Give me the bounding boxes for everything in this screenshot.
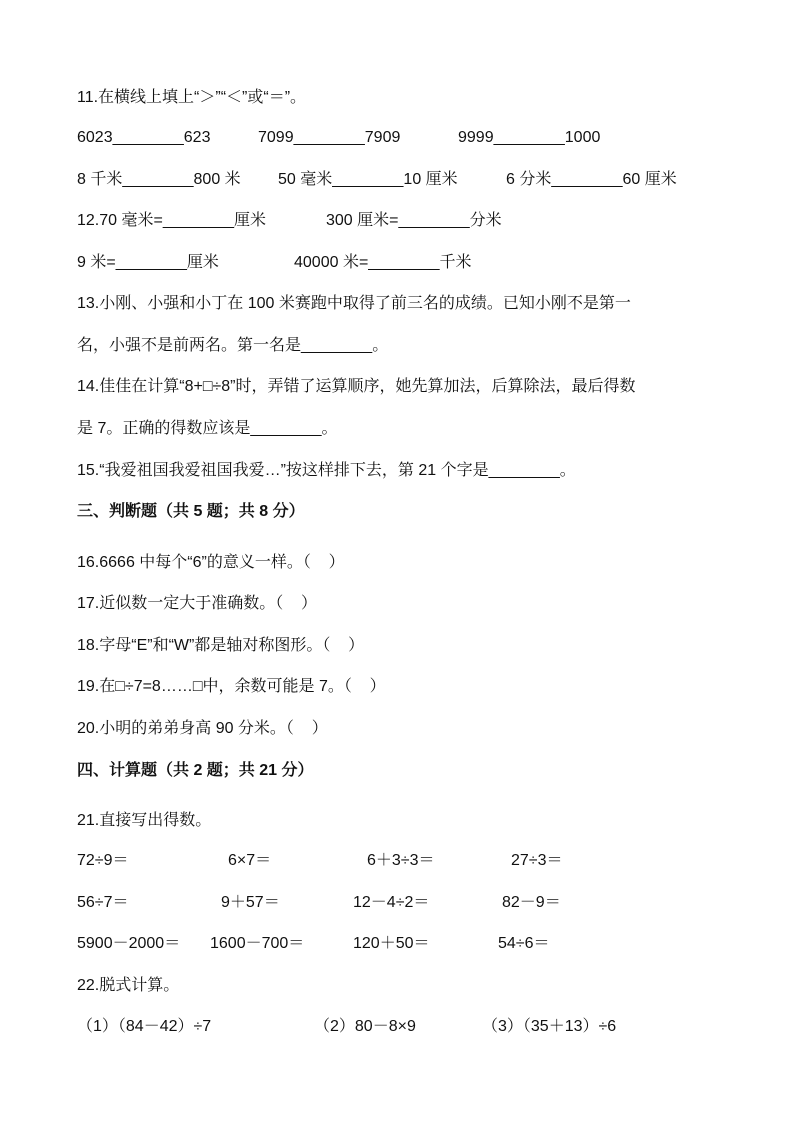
calc-item: 1600－700＝ [210, 935, 305, 952]
calc-item: 6×7＝ [228, 852, 272, 869]
judgment-item: 19.在□÷7=8……□中，余数可能是 7。（ ） [77, 678, 386, 695]
calc-item: 72÷9＝ [77, 852, 129, 869]
calc-item: 5900－2000＝ [77, 935, 181, 952]
calc-item: 12－4÷2＝ [353, 894, 430, 911]
question-11-title: 11.在横线上填上“＞”“＜”或“＝”。 [77, 89, 307, 106]
step-calc-item: （2）80－8×9 [314, 1018, 416, 1035]
question-13-line: 13.小刚、小强和小丁在 100 米赛跑中取得了前三名的成绩。已知小刚不是第一 [77, 295, 631, 312]
calc-item: 54÷6＝ [498, 935, 550, 952]
q11-item: 50 毫米________10 厘米 [278, 171, 458, 188]
q11-item: 6 分米________60 厘米 [506, 171, 677, 188]
judgment-item: 20.小明的弟弟身高 90 分米。（ ） [77, 720, 328, 737]
judgment-item: 17.近似数一定大于准确数。（ ） [77, 595, 318, 612]
q12-item: 40000 米=________千米 [294, 254, 472, 271]
step-calc-item: （3）（35＋13）÷6 [482, 1018, 617, 1035]
q11-item: 8 千米________800 米 [77, 171, 241, 188]
question-13-line: 名，小强不是前两名。第一名是________。 [77, 337, 389, 354]
q11-item: 7099________7909 [258, 129, 401, 146]
q11-item: 6023________623 [77, 129, 211, 146]
judgment-item: 18.字母“E”和“W”都是轴对称图形。（ ） [77, 637, 365, 654]
step-calc-item: （1）（84－42）÷7 [77, 1018, 212, 1035]
question-14-line: 是 7。正确的得数应该是________。 [77, 420, 338, 437]
judgment-item: 16.6666 中每个“6”的意义一样。（ ） [77, 554, 345, 571]
question-14-line: 14.佳佳在计算“8+□÷8”时，弄错了运算顺序，她先算加法，后算除法，最后得数 [77, 378, 636, 395]
q12-item: 9 米=________厘米 [77, 254, 219, 271]
calc-item: 6＋3÷3＝ [367, 852, 435, 869]
q12-item: 300 厘米=________分米 [326, 212, 502, 229]
calc-item: 120＋50＝ [353, 935, 430, 952]
calc-item: 27÷3＝ [511, 852, 563, 869]
question-15-line: 15.“我爱祖国我爱祖国我爱…”按这样排下去，第 21 个字是________。 [77, 462, 576, 479]
q12-item: 12.70 毫米=________厘米 [77, 212, 267, 229]
section-3-heading: 三、判断题（共 5 题；共 8 分） [77, 503, 305, 520]
question-21-title: 21.直接写出得数。 [77, 812, 212, 829]
section-4-heading: 四、计算题（共 2 题；共 21 分） [77, 762, 314, 779]
calc-item: 9＋57＝ [221, 894, 280, 911]
question-22-title: 22.脱式计算。 [77, 977, 180, 994]
q11-item: 9999________1000 [458, 129, 601, 146]
calc-item: 82－9＝ [502, 894, 561, 911]
calc-item: 56÷7＝ [77, 894, 129, 911]
